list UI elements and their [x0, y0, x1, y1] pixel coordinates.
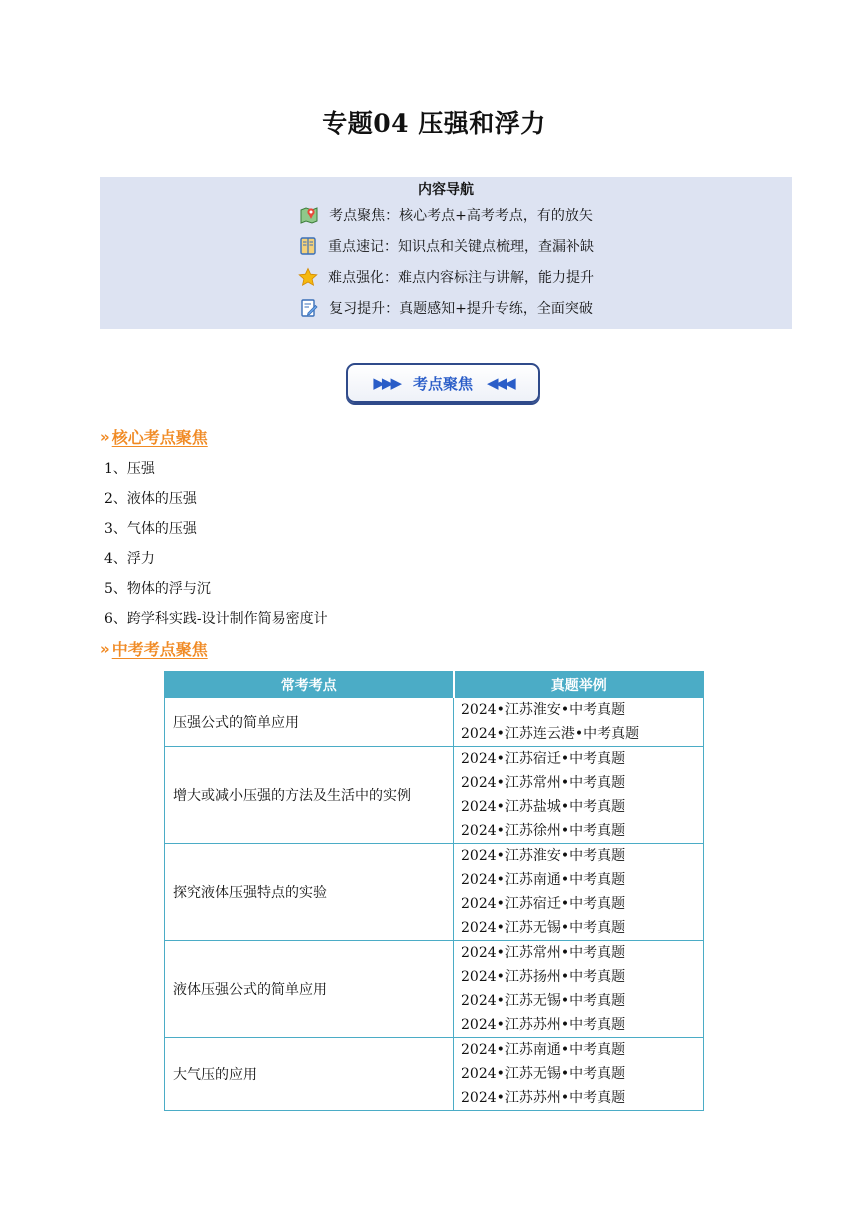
topic-cell: 增大或减小压强的方法及生活中的实例: [165, 747, 454, 844]
example-item: 2024•江苏盐城•中考真题: [461, 799, 626, 815]
star-icon: [298, 267, 318, 287]
example-item: 2024•江苏无锡•中考真题: [461, 920, 626, 936]
banner-label: 考点聚焦: [412, 374, 473, 393]
topic-cell: 液体压强公式的简单应用: [165, 941, 454, 1038]
example-item: 2024•江苏连云港•中考真题: [461, 726, 640, 742]
example-item: 2024•江苏常州•中考真题: [461, 945, 626, 961]
examples-cell: [454, 941, 704, 1038]
nav-item-focus: [100, 205, 792, 225]
column-header-topic: 常考考点: [165, 672, 454, 698]
example-item: 2024•江苏南通•中考真题: [461, 1042, 626, 1058]
content-navigation: [100, 177, 792, 329]
notebook-icon: [298, 236, 318, 256]
table-header-row: [165, 672, 704, 698]
example-item: 2024•江苏徐州•中考真题: [461, 823, 626, 839]
examples-cell: [454, 698, 704, 747]
list-item: 3、气体的压强: [104, 521, 197, 537]
exam-points-table: [164, 671, 704, 1111]
example-item: 2024•江苏宿迁•中考真题: [461, 751, 626, 767]
nav-item-difficulty: [100, 267, 792, 287]
page-title: 专题04 压强和浮力: [322, 109, 546, 138]
example-item: 2024•江苏苏州•中考真题: [461, 1017, 626, 1033]
examples-cell: [454, 1038, 704, 1111]
nav-item-text: 重点速记：知识点和关键点梳理，查漏补缺: [328, 239, 594, 255]
double-chevron-icon: »: [100, 427, 110, 446]
example-item: 2024•江苏宿迁•中考真题: [461, 896, 626, 912]
nav-heading: 内容导航: [418, 182, 474, 198]
core-heading-label: 核心考点聚焦: [111, 428, 208, 447]
table-row: [165, 747, 704, 844]
example-item: 2024•江苏苏州•中考真题: [461, 1090, 626, 1106]
right-arrows-icon: ▶▶▶: [373, 374, 399, 392]
list-item: 4、浮力: [104, 551, 155, 567]
table-row: [165, 1038, 704, 1111]
topic-cell: 探究液体压强特点的实验: [165, 844, 454, 941]
nav-item-text: 考点聚焦：核心考点+高考考点，有的放矢: [329, 208, 593, 224]
exam-heading-label: 中考考点聚焦: [111, 640, 208, 659]
example-item: 2024•江苏常州•中考真题: [461, 775, 626, 791]
examples-cell: [454, 747, 704, 844]
nav-item-memorize: [100, 236, 792, 256]
topic-cell: 压强公式的简单应用: [165, 698, 454, 747]
topic-cell: 大气压的应用: [165, 1038, 454, 1111]
core-section-heading: [100, 425, 208, 448]
table-row: [165, 698, 704, 747]
left-arrows-icon: ◀◀◀: [487, 374, 513, 392]
section-banner: [346, 363, 540, 403]
list-item: 2、液体的压强: [104, 491, 197, 507]
column-header-examples: 真题举例: [454, 672, 704, 698]
list-item: 6、跨学科实践-设计制作简易密度计: [104, 611, 328, 627]
map-pin-icon: [299, 205, 319, 225]
table-row: [165, 941, 704, 1038]
edit-doc-icon: [299, 298, 319, 318]
exam-section-heading: [100, 637, 208, 660]
example-item: 2024•江苏无锡•中考真题: [461, 993, 626, 1009]
example-item: 2024•江苏无锡•中考真题: [461, 1066, 626, 1082]
nav-item-text: 复习提升：真题感知+提升专练，全面突破: [329, 301, 593, 317]
example-item: 2024•江苏南通•中考真题: [461, 872, 626, 888]
example-item: 2024•江苏淮安•中考真题: [461, 848, 626, 864]
examples-cell: [454, 844, 704, 941]
list-item: 5、物体的浮与沉: [104, 581, 211, 597]
list-item: 1、压强: [104, 461, 155, 477]
nav-item-text: 难点强化：难点内容标注与讲解，能力提升: [328, 270, 594, 286]
double-chevron-icon: »: [100, 639, 110, 658]
example-item: 2024•江苏扬州•中考真题: [461, 969, 626, 985]
nav-item-review: [100, 298, 792, 318]
table-row: [165, 844, 704, 941]
example-item: 2024•江苏淮安•中考真题: [461, 702, 626, 718]
